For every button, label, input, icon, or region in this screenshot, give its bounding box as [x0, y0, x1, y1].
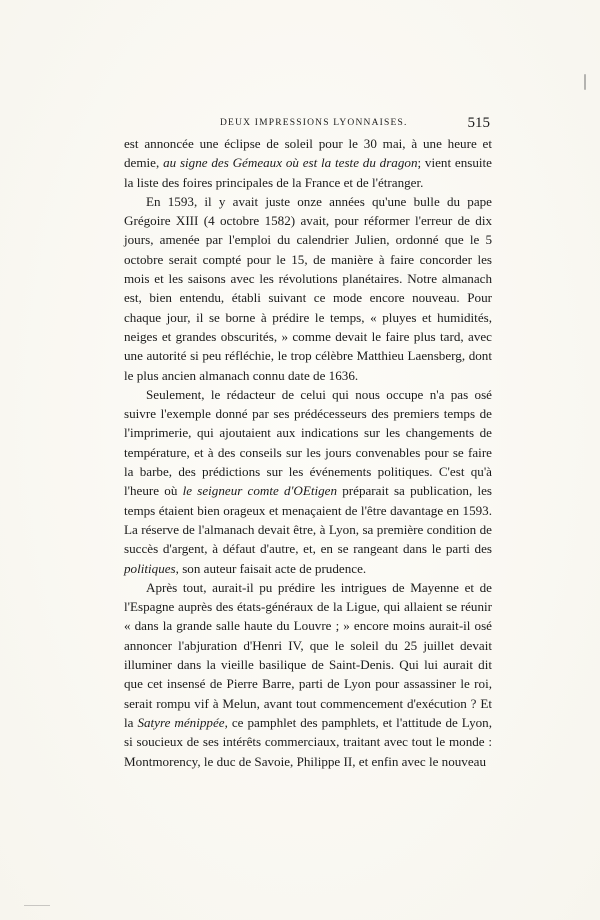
text-run: est annoncée une éclipse de soleil pour le 30 mai, à une heure et demie, [124, 136, 492, 171]
paragraph-3 [124, 385, 492, 578]
text-run: ; vient ensuite la liste des foires principales de la France et de l'étranger. [124, 155, 492, 190]
text-run: Après tout, aurait-il pu prédire les intrigues de Mayenne et de l'Espagne auprès des états-généraux de la Ligue, qui allaient se réunir « dans la grande salle haute du Louvre ; » encore moins aurait-il osé annoncer l'abjuration d'Henri IV, que le soleil du 25 juillet devait illuminer dans la vieille basilique de Saint-Denis. Qui lui aurait dit que cet insensé de Pierre Barre, parti de Lyon pour assassiner le roi, serait rompu vif à Melun, avant tout commencement d'exécution ? Et la [124, 579, 492, 730]
text-run: , ce pamphlet des pamphlets, et l'attitude de Lyon, si soucieux de ses intérêts commerciaux, traitant avec tout le monde : Montmorency, le duc de Savoie, Philippe II, et enfin avec le nouveau [124, 714, 492, 769]
text-run: préparait sa publication, les temps étaient bien orageux et menaçaient de l'être davantage en 1593. La réserve de l'almanach devait être, à Lyon, sa première condition de succès d'argent, à défaut d'autre, et, en se rangeant dans le parti des [124, 483, 493, 557]
text-run: , son auteur faisait acte de prudence. [175, 560, 367, 576]
italic-run: Satyre ménippée [137, 714, 225, 730]
paragraph-2 [124, 192, 492, 385]
italic-run: le seigneur comte d'OEtigen [182, 483, 338, 499]
italic-run: politiques [124, 560, 176, 576]
paragraph-4 [124, 578, 492, 771]
italic-run: au signe des Gémeaux où est la teste du dragon [163, 155, 418, 171]
paragraph-1 [124, 134, 492, 192]
body-text [124, 134, 492, 771]
page-number: 515 [467, 115, 490, 131]
running-title: DEUX IMPRESSIONS LYONNAISES. [220, 118, 408, 128]
text-run: En 1593, il y avait juste onze années qu'une bulle du pape Grégoire XIII (4 octobre 1582) avait, pour réformer l'erreur de dix jours, amenée par l'emploi du calendrier Julien, ordonné que le 5 octobre serait compté pour le 15, de manière à faire concorder les mois et les saisons avec les révolutions planétaires. Notre almanach est, bien entendu, établi suivant ce mode encore nouveau. Pour chaque jour, il se borne à prédire le temps, « pluyes et humidités, neiges et grandes obscurités, » comme devait le faire plus tard, avec une autorité si peu réfléchie, le trop célèbre Matthieu Laensberg, dont le plus ancien almanach connu date de 1636. [124, 193, 492, 383]
text-run: Seulement, le rédacteur de celui qui nous occupe n'a pas osé suivre l'exemple donné par ses prédécesseurs des premiers temps de l'imprimerie, qui ajoutaient aux indications sur les changements de température, et à des conseils sur les jours convenables pour se faire la barbe, des prédictions sur les événements politiques. C'est qu'à l'heure où [124, 386, 492, 499]
scan-speck [584, 74, 586, 90]
page-header [124, 115, 490, 134]
scan-speck [24, 905, 50, 906]
